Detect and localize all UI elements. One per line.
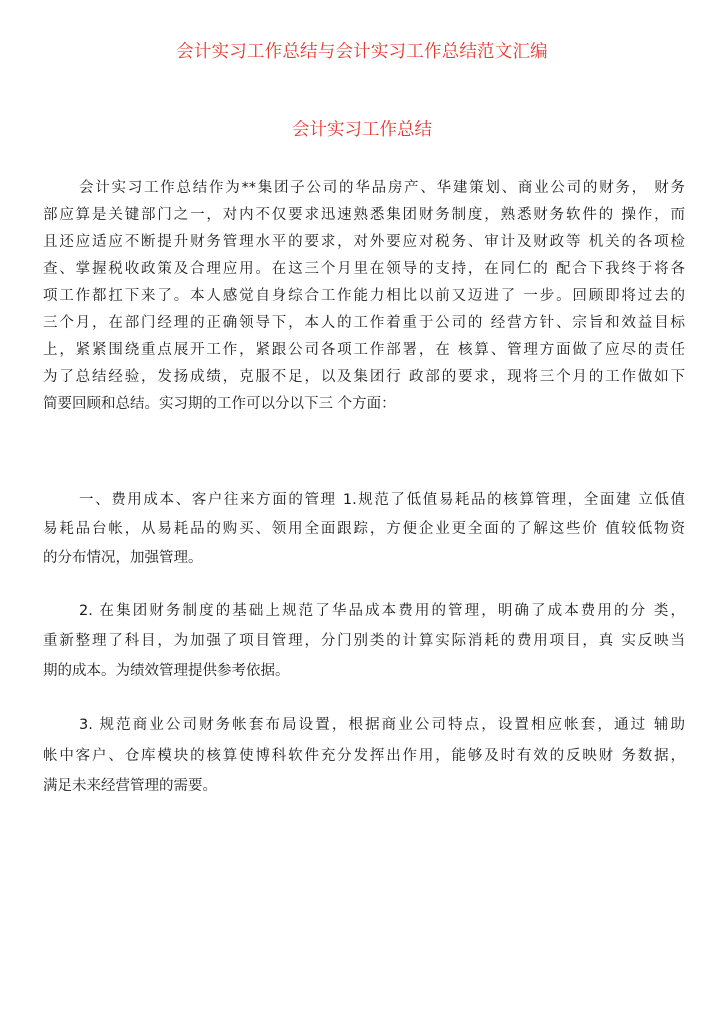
- paragraph-line: 期的成本。为绩效管理提供参考依据。: [43, 663, 290, 679]
- paragraph-line: 的分布情况，加强管理。: [43, 550, 203, 566]
- paragraph-line: 会计实习工作总结作为**集团子公司的华品房产、华建策划、商业公司的财务， 财务: [79, 180, 685, 196]
- paragraph-line: 3. 规范商业公司财务帐套布局设置，根据商业公司特点，设置相应帐套，通过 辅助: [79, 717, 685, 733]
- paragraph-line: 帐中客户、仓库模块的核算使博科软件充分发挥出作用，能够及时有效的反映财 务数据，: [43, 748, 685, 764]
- paragraph-line: 一、费用成本、客户往来方面的管理 1.规范了低值易耗品的核算管理，全面建 立低值: [79, 492, 685, 508]
- paragraph-line: 简要回顾和总结。实习期的工作可以分以下三 个方面：: [43, 396, 396, 412]
- paragraph-line: 为了总结经验，发扬成绩，克服不足，以及集团行 政部的要求，现将三个月的工作做如下: [43, 369, 685, 385]
- paragraph-line: 三个月，在部门经理的正确领导下，本人的工作着重于公司的 经营方针、宗旨和效益目标: [43, 315, 685, 331]
- section-title: 会计实习工作总结: [292, 120, 432, 140]
- paragraph-line: 满足未来经营管理的需要。: [43, 778, 217, 794]
- paragraph-line: 重新整理了科目，为加强了项目管理，分门别类的计算实际消耗的费用项目，真 实反映当: [43, 633, 685, 649]
- paragraph-line: 部应算是关键部门之一，对内不仅要求迅速熟悉集团财务制度，熟悉财务软件的 操作，而: [43, 207, 685, 223]
- paragraph-line: 且还应适应不断提升财务管理水平的要求，对外要应对税务、审计及财政等 机关的各项检: [43, 234, 685, 250]
- paragraph-line: 2. 在集团财务制度的基础上规范了华品成本费用的管理，明确了成本费用的分 类，: [79, 603, 685, 619]
- paragraph-line: 项工作都扛下来了。本人感觉自身综合工作能力相比以前又迈进了 一步。回顾即将过去的: [43, 288, 685, 304]
- document-title: 会计实习工作总结与会计实习工作总结范文汇编: [176, 42, 548, 62]
- paragraph-line: 上，紧紧围绕重点展开工作，紧跟公司各项工作部署，在 核算、管理方面做了应尽的责任: [43, 342, 685, 358]
- paragraph-line: 查、掌握税收政策及合理应用。在这三个月里在领导的支持，在同仁的 配合下我终于将各: [43, 261, 685, 277]
- paragraph-line: 易耗品台帐，从易耗品的购买、领用全面跟踪，方便企业更全面的了解这些价 值较低物资: [43, 521, 685, 537]
